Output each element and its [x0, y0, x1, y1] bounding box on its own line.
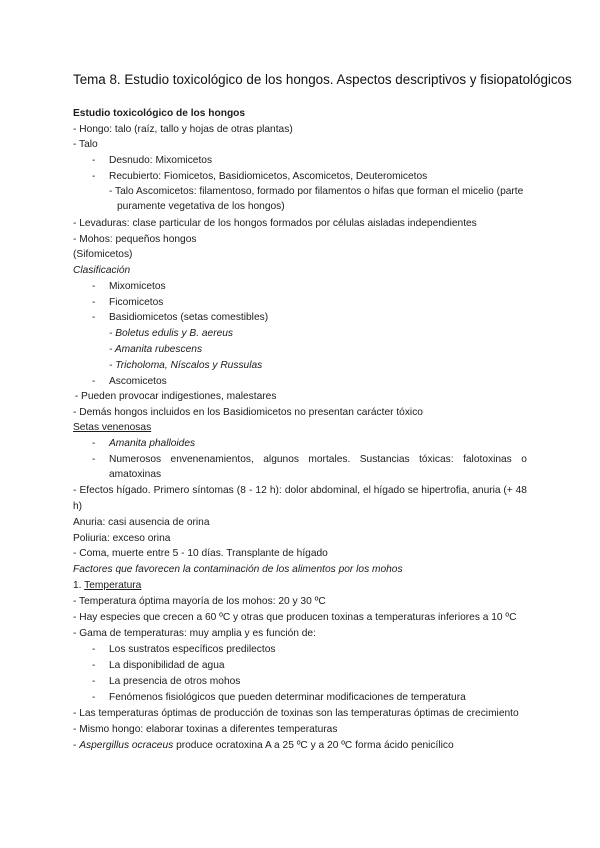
list-item: Fenómenos fisiológicos que pueden determinar modificaciones de temperatura — [109, 692, 466, 703]
text-line: - Talo — [73, 139, 98, 150]
text-line: puramente vegetativa de los hongos) — [117, 201, 285, 212]
list-item: Los sustratos específicos predilectos — [109, 644, 276, 655]
list-bullet: - — [92, 297, 96, 308]
word: Numerosos — [109, 454, 162, 465]
list-item: Ascomicetos — [109, 376, 167, 387]
list-bullet: - — [92, 438, 96, 449]
text-line: - Pueden provocar indigestiones, malestares — [72, 391, 277, 402]
heading-number: 1. — [73, 580, 85, 591]
subheading: Setas venenosas — [73, 422, 152, 433]
text-line: - Gama de temperaturas: muy amplia y es función de: — [73, 628, 316, 639]
list-bullet: - — [92, 376, 96, 387]
list-item: Amanita phalloides — [109, 438, 196, 449]
list-bullet: - — [92, 676, 96, 687]
word: hígado. — [116, 485, 151, 496]
list-item: Basidiomicetos (setas comestibles) — [109, 312, 269, 323]
text-line: - Tricholoma, Níscalos y Russulas — [109, 360, 263, 371]
word: dolor abdominal, el hígado se hipertrofia, anuria (+ 48 — [284, 485, 527, 496]
list-item: Recubierto: Fiomicetos, Basidiomicetos, Ascomicetos, Deuteromicetos — [109, 171, 428, 182]
word: 12 — [255, 485, 267, 496]
word: tóxicas: — [419, 454, 454, 465]
list-bullet: - — [92, 660, 96, 671]
list-bullet: - — [92, 692, 96, 703]
word: algunos — [263, 454, 299, 465]
list-item: Desnudo: Mixomicetos — [109, 155, 213, 166]
text-line: - Boletus edulis y B. aereus — [109, 328, 234, 339]
word: o — [521, 454, 527, 465]
word: (8 — [236, 485, 246, 496]
list-bullet: - — [92, 281, 96, 292]
list-item: Mixomicetos — [109, 281, 166, 292]
list-bullet: - — [92, 312, 96, 323]
line-suffix: produce ocratoxina A a 25 ºC y a 20 ºC forma ácido penicílico — [173, 740, 454, 751]
list-item: Ficomicetos — [109, 297, 164, 308]
page-title: Tema 8. Estudio toxicológico de los hongos. Aspectos descriptivos y fisiopatológicos — [73, 72, 572, 87]
word: - — [73, 485, 77, 496]
subheading: Factores que favorecen la contaminación de los alimentos por los mohos — [73, 564, 403, 575]
text-line: amatoxinas — [109, 469, 162, 480]
list-bullet: - — [92, 454, 96, 465]
text-line: (Sifomicetos) — [73, 249, 133, 260]
list-item: La presencia de otros mohos — [109, 676, 241, 687]
word: mortales. — [308, 454, 351, 465]
text-line: - Hay especies que crecen a 60 ºC y otras que producen toxinas a temperaturas inferiores a 10 ºC — [73, 612, 517, 623]
text-line — [73, 739, 454, 753]
list-bullet: - — [92, 171, 96, 182]
word: falotoxinas — [463, 454, 512, 465]
word: Efectos — [79, 485, 114, 496]
list-item: La disponibilidad de agua — [109, 660, 225, 671]
text-line: - Levaduras: clase particular de los hongos formados por células aisladas independientes — [73, 218, 477, 229]
text-line: - Temperatura óptima mayoría de los mohos: 20 y 30 ºC — [73, 596, 326, 607]
text-line: - Mohos: pequeños hongos — [73, 234, 197, 245]
section-heading: Estudio toxicológico de los hongos — [73, 108, 246, 119]
line-prefix: - — [73, 740, 80, 751]
text-line: Anuria: casi ausencia de orina — [73, 517, 210, 528]
text-line: - Hongo: talo (raíz, tallo y hojas de otras plantas) — [73, 124, 293, 135]
word: síntomas — [192, 485, 234, 496]
text-line: - Talo Ascomicetos: filamentoso, formado por filamentos o hifas que forman el micelio (parte — [109, 186, 524, 197]
word: envenenamientos, — [170, 454, 254, 465]
text-line: Poliuria: exceso orina — [73, 533, 171, 544]
species-name: Aspergillus ocraceus — [79, 740, 174, 751]
subheading: Clasificación — [73, 265, 131, 276]
word: Primero — [153, 485, 190, 496]
text-line: - Demás hongos incluidos en los Basidiomicetos no presentan carácter tóxico — [73, 407, 423, 418]
list-bullet: - — [92, 155, 96, 166]
word: Sustancias — [359, 454, 410, 465]
text-line: h) — [73, 501, 83, 512]
text-line: - Las temperaturas óptimas de producción de toxinas son las temperaturas óptimas de crecimiento — [73, 708, 519, 719]
word: h): — [269, 485, 282, 496]
text-line — [73, 484, 527, 498]
text-line: - Coma, muerte entre 5 - 10 días. Transplante de hígado — [73, 548, 328, 559]
list-item — [109, 453, 527, 467]
text-line: - Amanita rubescens — [109, 344, 203, 355]
word: - — [248, 485, 253, 496]
list-bullet: - — [92, 644, 96, 655]
text-line: - Mismo hongo: elaborar toxinas a diferentes temperaturas — [73, 724, 338, 735]
numbered-heading — [73, 579, 141, 593]
heading-text: Temperatura — [84, 580, 142, 591]
